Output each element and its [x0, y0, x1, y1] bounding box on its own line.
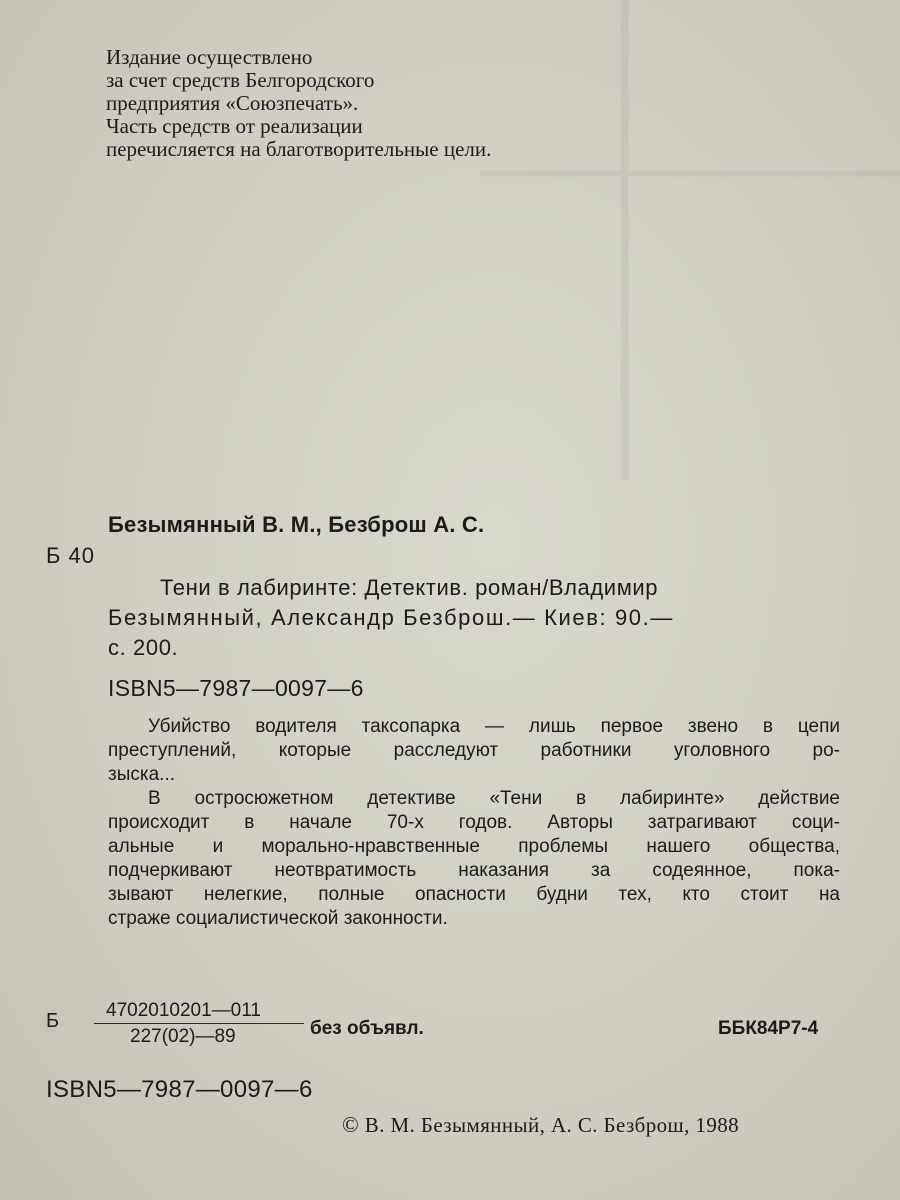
- no-announcement-note: без объявл.: [310, 1018, 424, 1039]
- biblio-line: с. 200.: [108, 635, 179, 660]
- index-letter: Б: [46, 1010, 60, 1032]
- authors-heading: Безымянный В. М., Безброш А. С.: [108, 512, 485, 537]
- annotation-line: страже социалистической законности.: [108, 908, 448, 929]
- bibliographic-description: [108, 573, 830, 663]
- publisher-note-line: Издание осуществлено: [106, 45, 313, 69]
- annotation-line: преступлений, которые расследуют работники уголовного ро-: [108, 740, 840, 761]
- biblio-line: Безымянный, Александр Безброш.— Киев: 90.—: [108, 605, 674, 630]
- copyright-line: [342, 1112, 739, 1138]
- index-numerator: 4702010201—011: [94, 1000, 304, 1024]
- annotation-line: зыска...: [108, 764, 176, 785]
- copyright-text: В. М. Безымянный, А. С. Безброш, 1988: [364, 1113, 740, 1137]
- index-denominator: 227(02)—89: [130, 1026, 236, 1047]
- annotation-line: зывают нелегкие, полные опасности будни тех, кто стоит на: [108, 884, 840, 905]
- annotation-line: Убийство водителя таксопарка — лишь первое звено в цепи: [148, 716, 840, 737]
- publisher-note-line: Часть средств от реализации: [106, 114, 363, 138]
- publisher-note: [106, 46, 491, 161]
- index-fraction: [94, 1000, 304, 1048]
- annotation-line: происходит в начале 70-х годов. Авторы затрагивают соци-: [108, 812, 840, 833]
- biblio-line: Тени в лабиринте: Детектив. роман/Владимир: [160, 575, 659, 600]
- annotation-line: В остросюжетном детективе «Тени в лабиринте» действие: [148, 788, 840, 809]
- copyright-symbol: ©: [342, 1112, 360, 1137]
- bbk-code: ББК84Р7-4: [718, 1018, 819, 1039]
- publisher-note-line: за счет средств Белгородского: [106, 68, 375, 92]
- isbn: ISBN5—7987—0097—6: [108, 675, 364, 701]
- annotation-line: подчеркивают неотвратимость наказания за содеянное, пока-: [108, 860, 840, 881]
- annotation-line: альные и морально-нравственные проблемы нашего общества,: [108, 836, 840, 857]
- isbn-bottom: ISBN5—7987—0097—6: [46, 1076, 313, 1103]
- annotation: [108, 715, 840, 931]
- classification-code: Б 40: [46, 543, 96, 568]
- publisher-note-line: перечисляется на благотворительные цели.: [106, 137, 492, 161]
- publisher-note-line: предприятия «Союзпечать».: [106, 91, 359, 115]
- show-through-print: [480, 0, 900, 480]
